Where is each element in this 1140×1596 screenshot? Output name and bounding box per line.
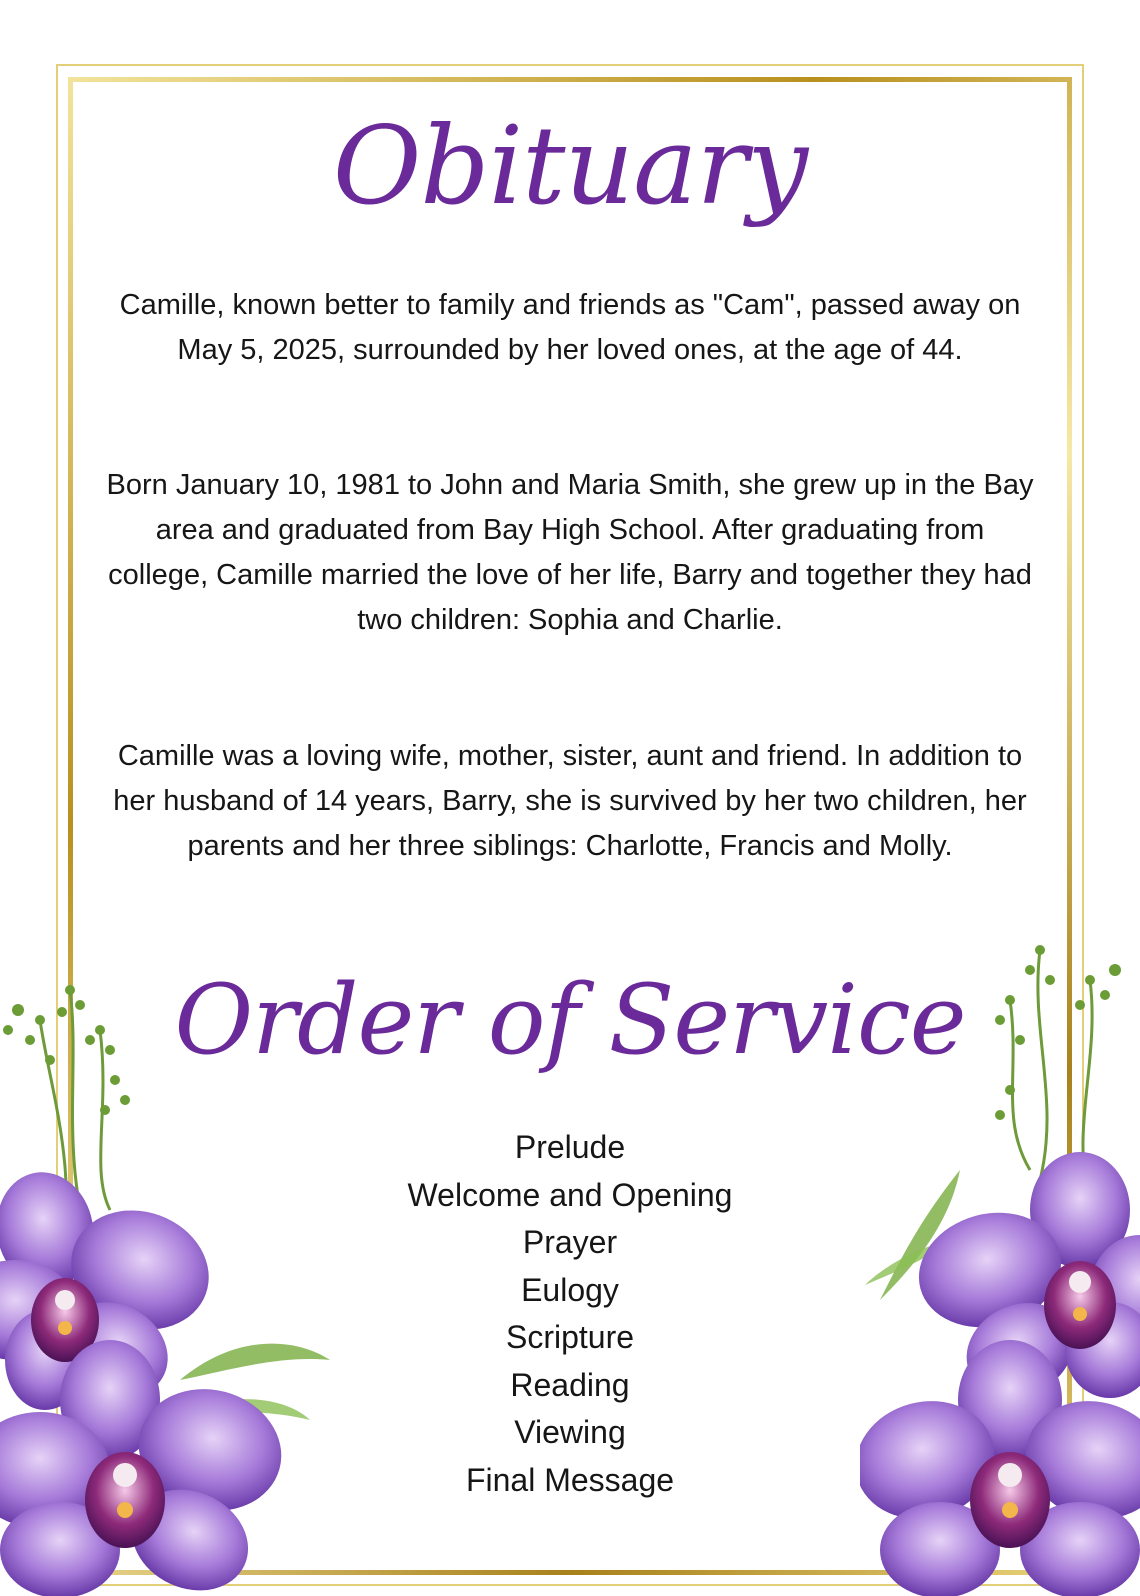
orchid-bouquet-left-icon [0, 950, 340, 1596]
service-item: Prayer [522, 1224, 618, 1260]
obituary-title: Obituary [332, 104, 808, 229]
orchid-bouquet-right-icon [860, 940, 1140, 1596]
obituary-paragraph-3: Camille was a loving wife, mother, sister, aunt and friend. In addition to her husband of 14 years, Barry, she is survived by her two children, her parents and her three siblings: Charlotte, Francis and Molly. [113, 740, 1027, 862]
service-item: Scripture [505, 1319, 635, 1355]
service-item: Reading [510, 1366, 630, 1403]
service-item: Eulogy [521, 1271, 619, 1308]
service-item: Welcome and Opening [407, 1176, 733, 1213]
order-of-service-title: Order of Service [174, 964, 966, 1076]
service-item: Final Message [465, 1461, 675, 1498]
obituary-paragraph-1: Camille, known better to family and friends as "Cam", passed away on May 5, 2025, surrounded by her loved ones, at the age of 44. [119, 289, 1021, 366]
obituary-paragraph-2: Born January 10, 1981 to John and Maria Smith, she grew up in the Bay area and graduated from Bay High School. After graduating from college, Camille married the love of her life, Barry and together they had two children: Sophia and Charlie. [106, 469, 1034, 636]
service-item: Viewing [514, 1414, 626, 1450]
service-item: Prelude [514, 1129, 626, 1165]
